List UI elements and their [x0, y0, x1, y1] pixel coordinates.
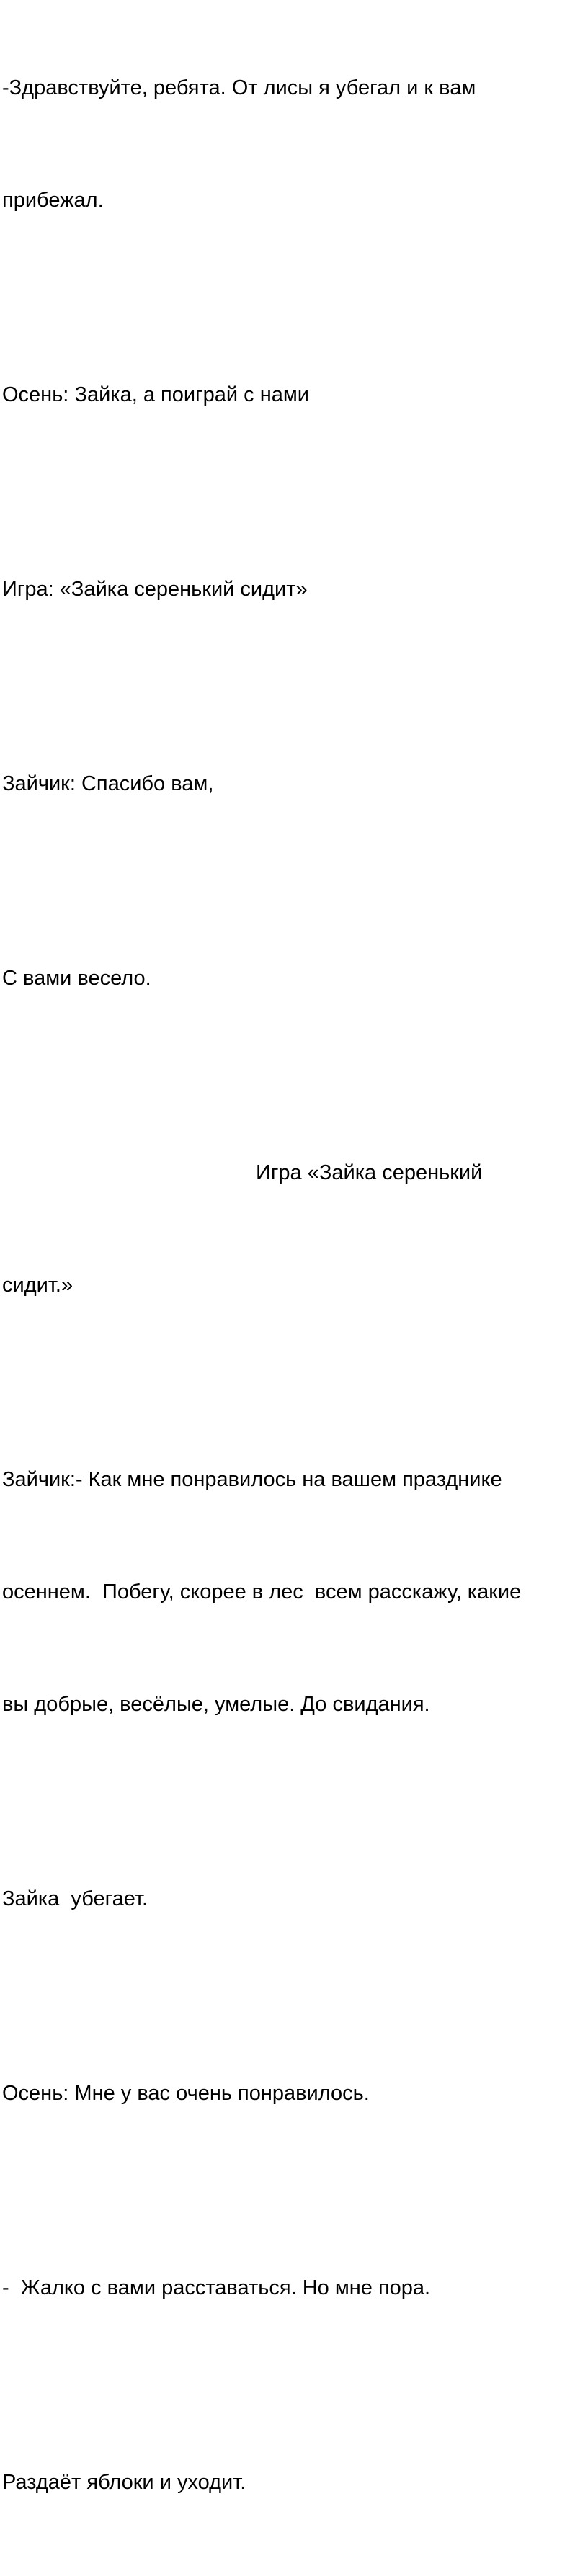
text-line: осеннем. Побегу, скорее в лес всем расскажу, какие	[2, 1580, 522, 1604]
paragraph-autumn-parting	[2, 2194, 588, 2382]
text-line-indented: Игра «Зайка серенький	[256, 1161, 483, 1184]
paragraph-greeting	[2, 0, 588, 294]
text-line: Раздаёт яблоки и уходит.	[2, 2471, 246, 2494]
paragraph-autumn-liked	[2, 2000, 588, 2187]
text-line: прибежал.	[2, 189, 104, 212]
text-line: Зайчик: Спасибо вам,	[2, 772, 214, 795]
text-line: С вами весело.	[2, 967, 151, 990]
text-line: Зайчик:- Как мне понравилось на вашем празднике	[2, 1468, 502, 1491]
paragraph-bunny-farewell	[2, 1386, 588, 1798]
text-line: Зайка убегает.	[2, 1887, 148, 1910]
paragraph-fun	[2, 885, 588, 1072]
paragraph-autumn-invite	[2, 301, 588, 488]
text-line: - Жалко с вами расставаться. Но мне пора.	[2, 2276, 431, 2299]
paragraph-game-indented	[2, 1079, 588, 1379]
text-line: Игра: «Зайка серенький сидит»	[2, 578, 308, 601]
text-line: Осень: Зайка, а поиграй с нами	[2, 383, 309, 406]
paragraph-bunny-leaves	[2, 1805, 588, 1993]
text-line: вы добрые, весёлые, умелые. До свидания.	[2, 1693, 430, 1716]
paragraph-apples	[2, 2389, 588, 2576]
text-line: -Здравствуйте, ребята. От лисы я убегал и к вам	[2, 76, 476, 99]
text-line: Осень: Мне у вас очень понравилось.	[2, 2082, 370, 2105]
paragraph-bunny-thanks	[2, 690, 588, 877]
paragraph-game-title	[2, 496, 588, 683]
text-line: сидит.»	[2, 1274, 74, 1297]
